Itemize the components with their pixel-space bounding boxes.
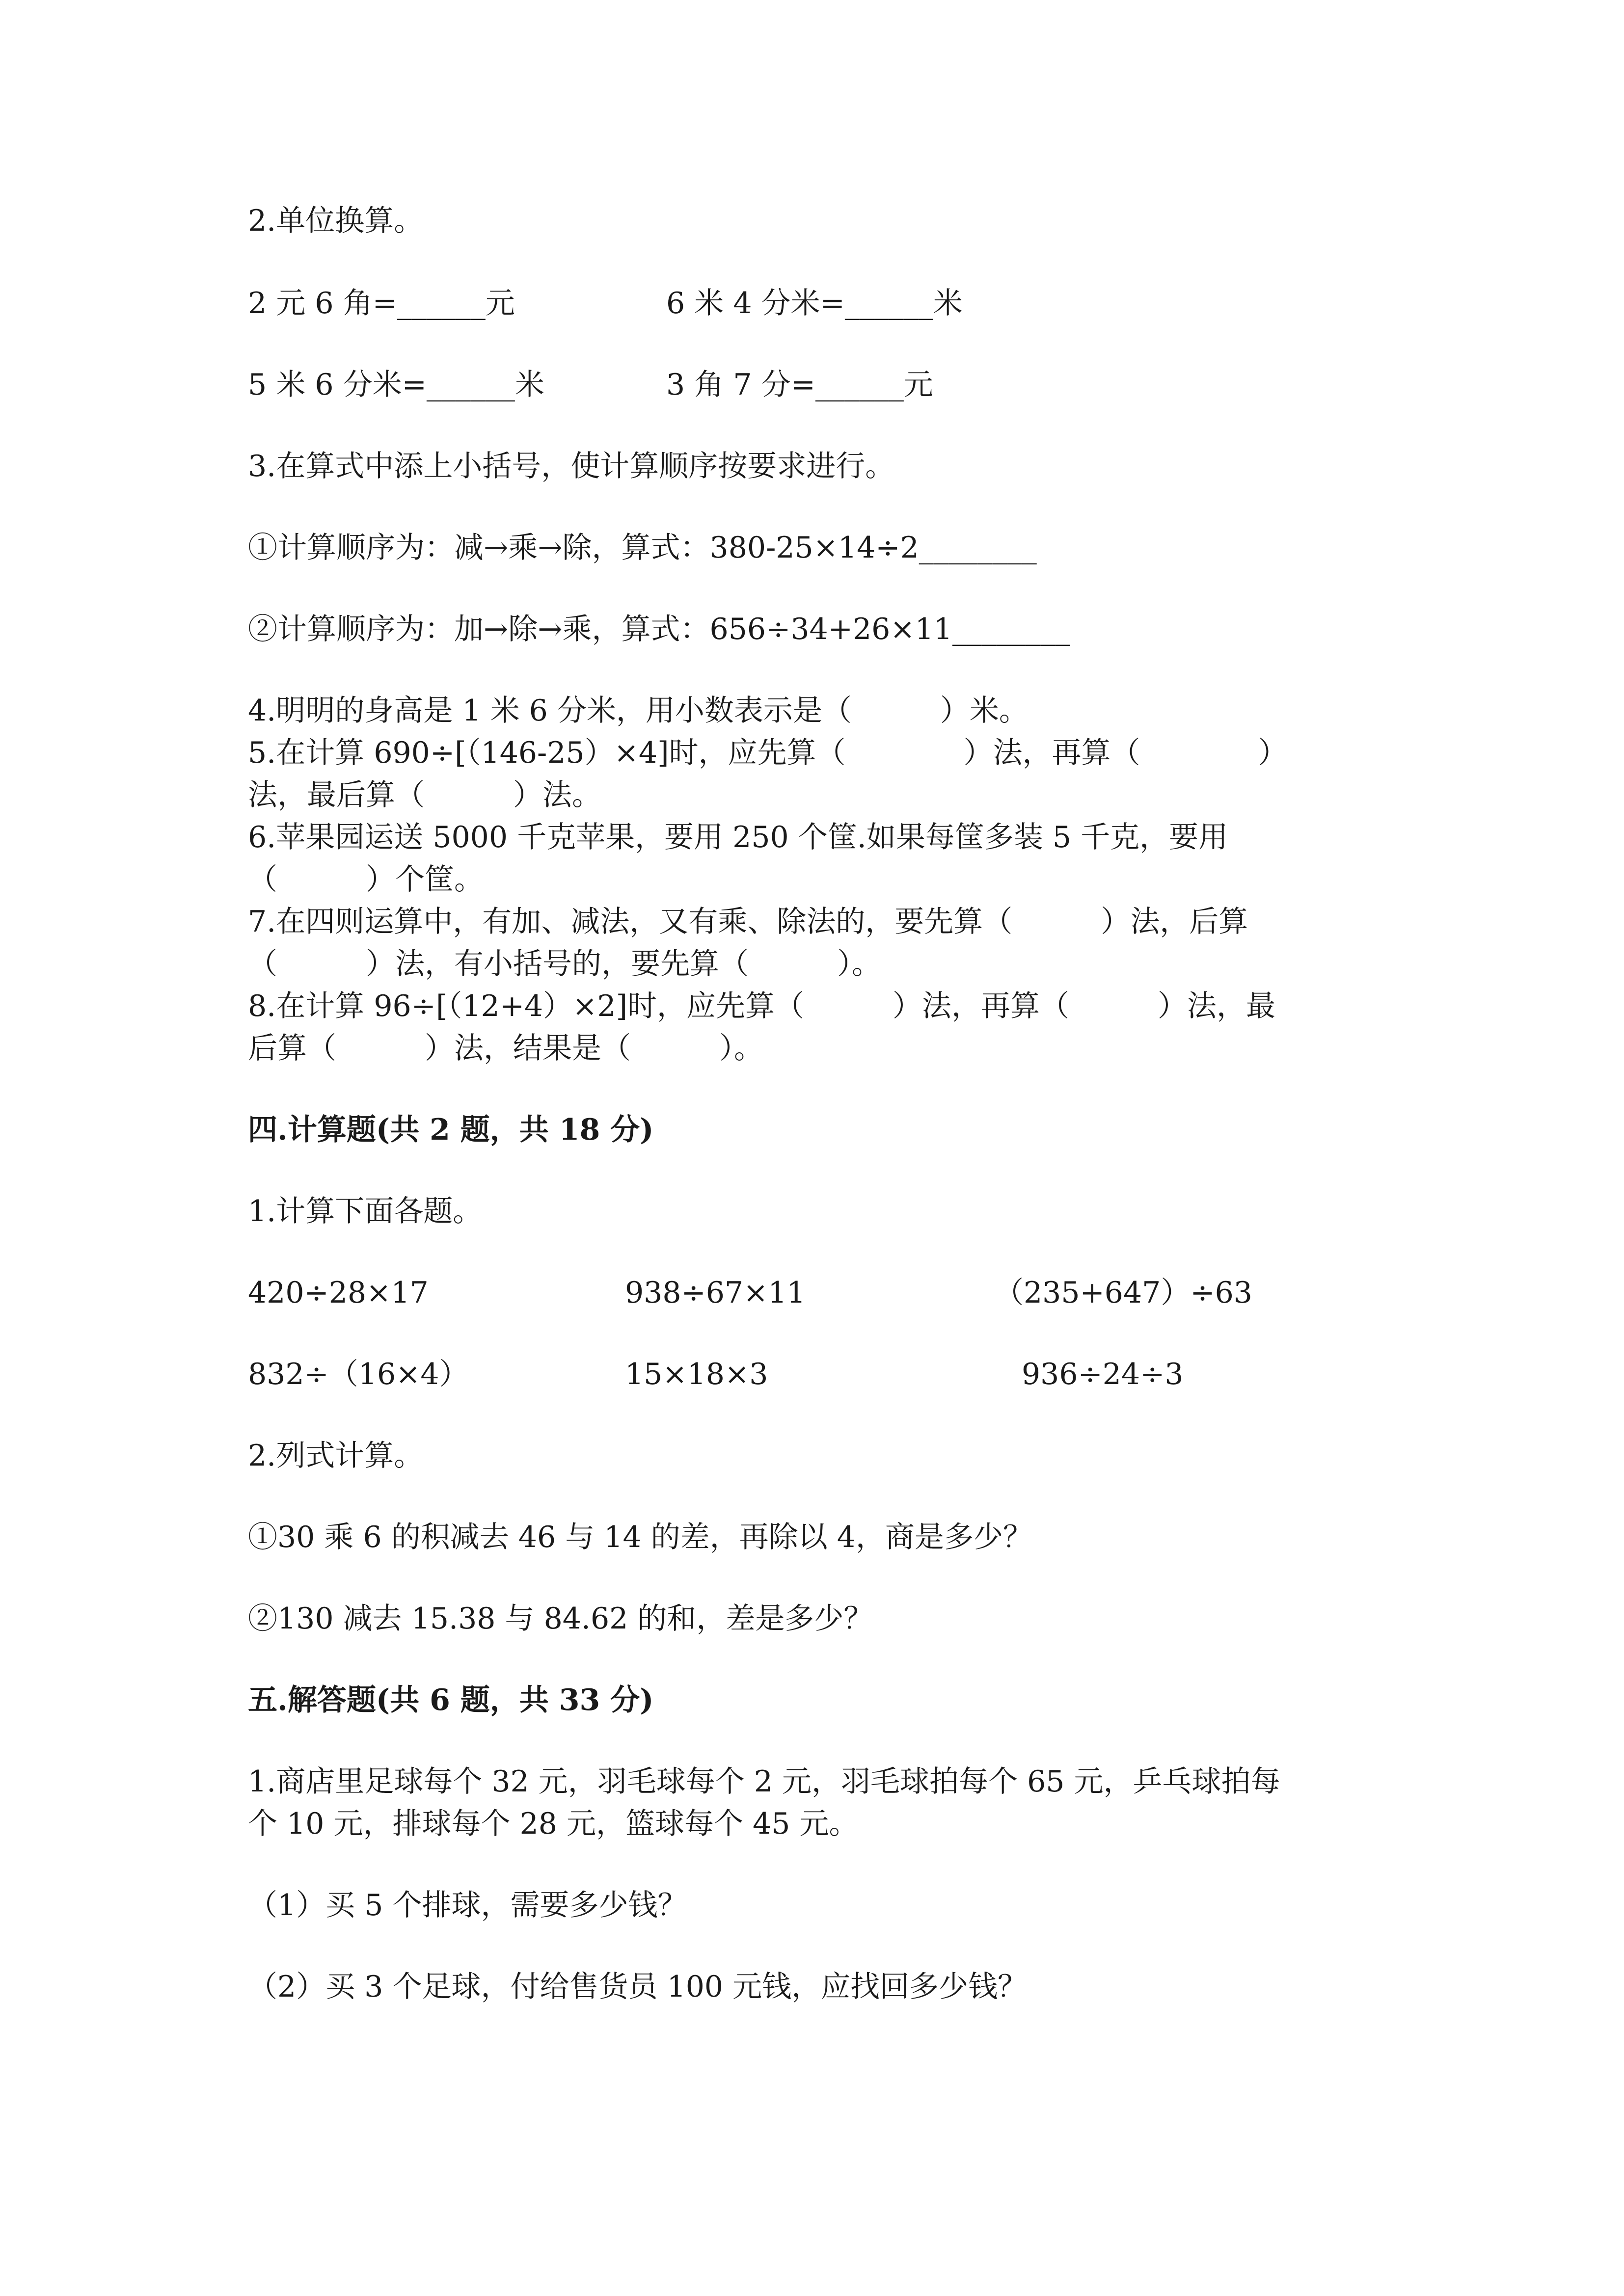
s4-q2-title: 2.列式计算。 — [248, 1439, 424, 1473]
q6-line-2: （ ）个筐。 — [248, 862, 484, 897]
q4-text: 4.明明的身高是 1 米 6 分米，用小数表示是（ ）米。 — [248, 694, 1029, 728]
calc-item-6: 936÷24÷3 — [1022, 1357, 1184, 1391]
q8-line-1: 8.在计算 96÷[（12+4）×2]时，应先算（ ）法，再算（ ）法，最 — [248, 989, 1275, 1023]
s5-q1-line-1: 1.商店里足球每个 32 元，羽毛球每个 2 元，羽毛球拍每个 65 元，乒乓球拍每 — [248, 1764, 1280, 1799]
q5-line-2: 法，最后算（ ）法。 — [248, 778, 601, 812]
calc-item-5: 15×18×3 — [625, 1357, 768, 1391]
calc-item-3: （235+647）÷63 — [994, 1276, 1252, 1310]
q3-item-2: ②计算顺序为：加→除→乘，算式：656÷34+26×11________ — [248, 612, 1070, 646]
calc-item-2: 938÷67×11 — [625, 1276, 806, 1310]
s4-q2-item-1: ①30 乘 6 的积减去 46 与 14 的差，再除以 4，商是多少？ — [248, 1520, 1032, 1554]
q3-item-1: ①计算顺序为：减→乘→除，算式：380-25×14÷2________ — [248, 531, 1037, 565]
q7-line-1: 7.在四则运算中，有加、减法，又有乘、除法的，要先算（ ）法，后算 — [248, 905, 1248, 939]
q2-item-3: 5 米 6 分米=______米 — [248, 368, 544, 402]
q2-item-1: 2 元 6 角=______元 — [248, 286, 515, 320]
section4-heading: 四.计算题(共 2 题，共 18 分) — [248, 1113, 654, 1147]
q8-line-2: 后算（ ）法，结果是（ ）。 — [248, 1031, 763, 1066]
calc-item-4: 832÷（16×4） — [248, 1357, 469, 1391]
s5-q1-sub-1: （1）买 5 个排球，需要多少钱？ — [248, 1888, 687, 1922]
s4-q1-title: 1.计算下面各题。 — [248, 1194, 483, 1228]
q2-item-4: 3 角 7 分=______元 — [666, 368, 933, 402]
q6-line-1: 6.苹果园运送 5000 千克苹果，要用 250 个筐.如果每筐多装 5 千克，要用 — [248, 820, 1228, 854]
q7-line-2: （ ）法，有小括号的，要先算（ ）。 — [248, 947, 881, 981]
q2-item-2: 6 米 4 分米=______米 — [666, 286, 963, 320]
s5-q1-sub-2: （2）买 3 个足球，付给售货员 100 元钱，应找回多少钱？ — [248, 1970, 1028, 2004]
s5-q1-line-2: 个 10 元，排球每个 28 元，篮球每个 45 元。 — [248, 1807, 859, 1841]
q2-title: 2.单位换算。 — [248, 204, 424, 238]
s4-q2-item-2: ②130 减去 15.38 与 84.62 的和，差是多少？ — [248, 1602, 873, 1636]
section5-heading: 五.解答题(共 6 题，共 33 分) — [248, 1683, 654, 1717]
calc-item-1: 420÷28×17 — [248, 1276, 429, 1310]
q3-title: 3.在算式中添上小括号，使计算顺序按要求进行。 — [248, 449, 895, 483]
q5-line-1: 5.在计算 690÷[（146-25）×4]时，应先算（ ）法，再算（ ） — [248, 736, 1288, 770]
